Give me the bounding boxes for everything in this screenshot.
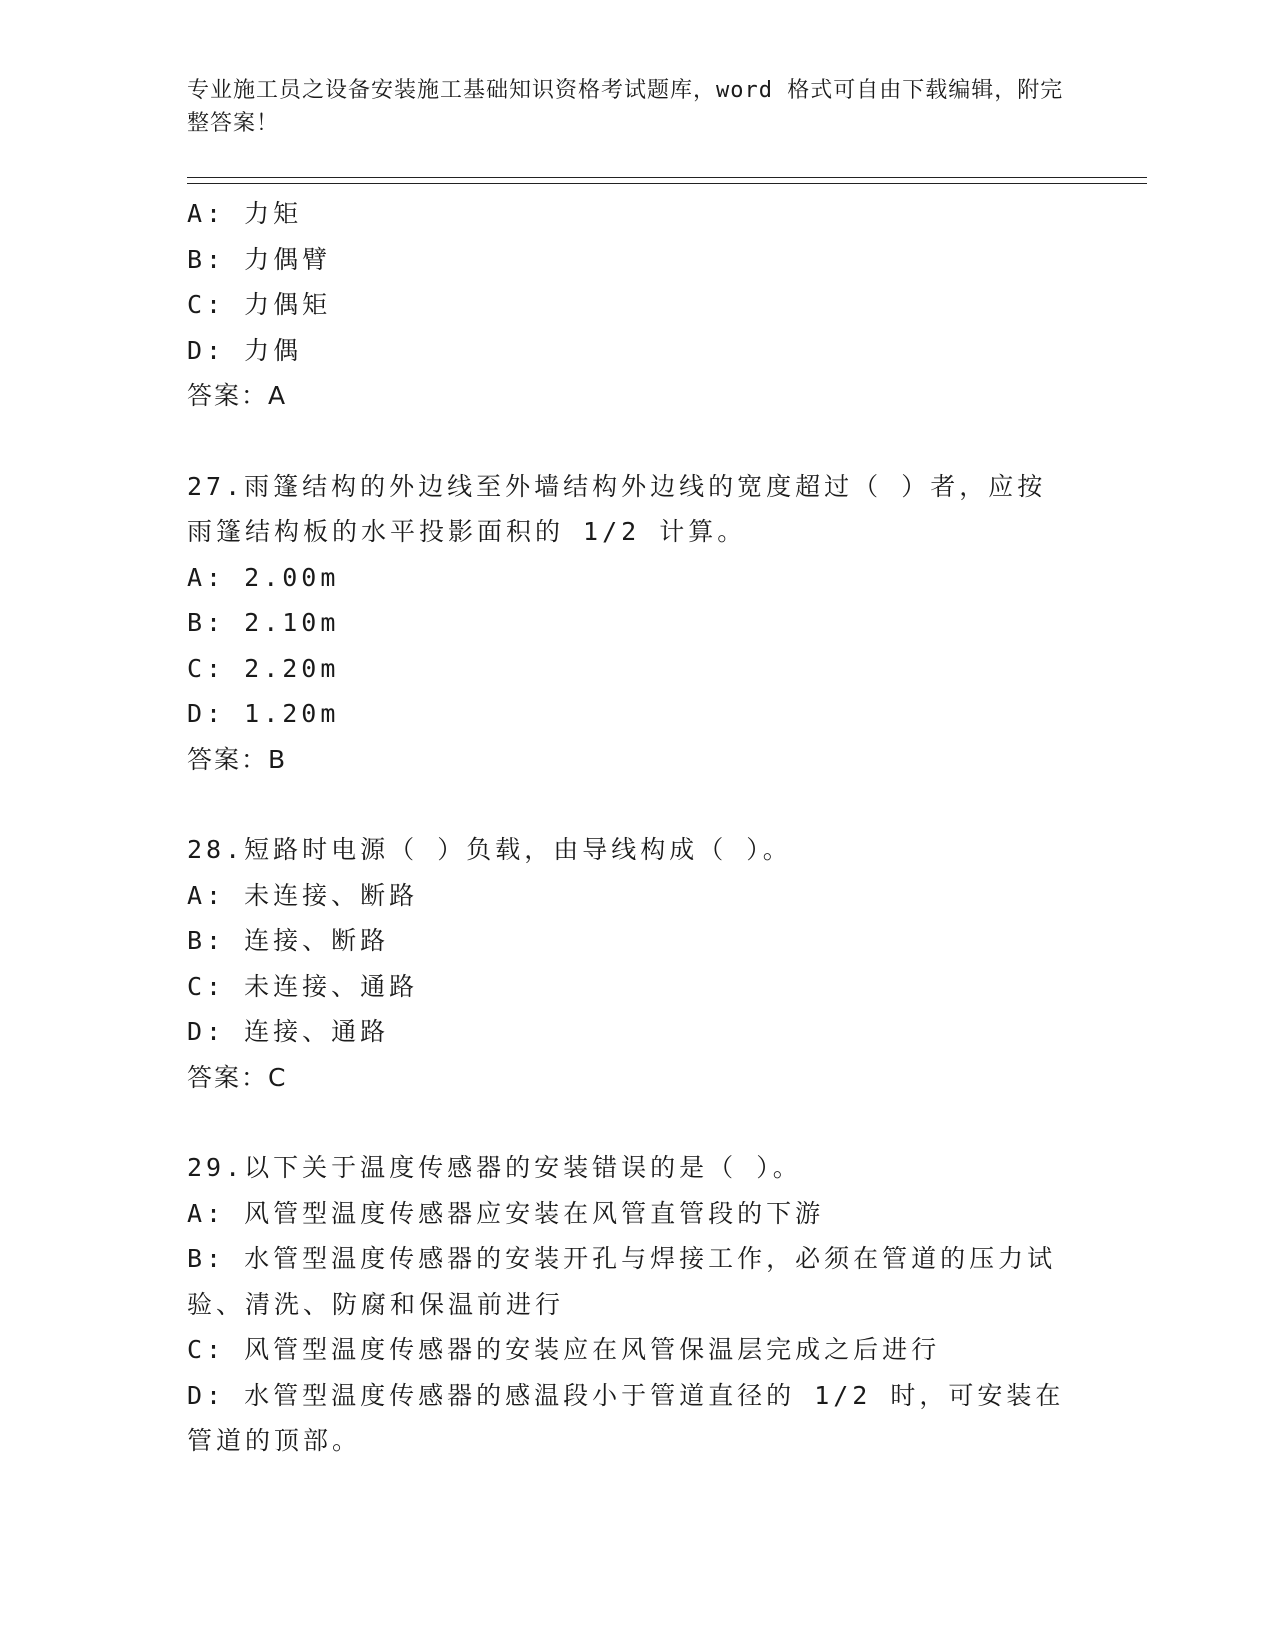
option-b: B: 2.10m xyxy=(187,608,340,637)
option-b: B: 水管型温度传感器的安装开孔与焊接工作，必须在管道的压力试验、清洗、防腐和保温前进行 xyxy=(187,1244,1057,1319)
header-divider-bottom xyxy=(187,183,1147,184)
option-d: D: 连接、通路 xyxy=(187,1017,390,1046)
question-29 xyxy=(187,1145,1067,1464)
question-text: 29.以下关于温度传感器的安装错误的是（ ）。 xyxy=(187,1153,802,1182)
question-text: 28.短路时电源（ ）负载，由导线构成（ ）。 xyxy=(187,835,792,864)
document-header-title: 专业施工员之设备安装施工基础知识资格考试题库，word 格式可自由下载编辑，附完整答案！ xyxy=(187,78,1064,136)
option-c: C: 未连接、通路 xyxy=(187,971,419,1001)
option-a: A: 2.00m xyxy=(187,562,340,592)
option-b: B: 力偶臂 xyxy=(187,244,332,274)
question-28 xyxy=(187,827,1067,1100)
option-c: C: 2.20m xyxy=(187,653,340,683)
option-d: D: 水管型温度传感器的感温段小于管道直径的 1/2 时，可安装在管道的顶部。 xyxy=(187,1380,1065,1455)
option-c: C: 风管型温度传感器的安装应在风管保温层完成之后进行 xyxy=(187,1335,941,1364)
answer-line: 答案：B xyxy=(187,744,288,774)
header-divider-top xyxy=(187,177,1147,178)
question-26-options xyxy=(187,191,1067,419)
option-a: A: 未连接、断路 xyxy=(187,880,419,910)
question-27 xyxy=(187,464,1067,783)
option-d: D: 1.20m xyxy=(187,699,340,728)
document-page xyxy=(187,0,1147,1650)
option-a: A: 风管型温度传感器应安装在风管直管段的下游 xyxy=(187,1198,825,1228)
option-b: B: 连接、断路 xyxy=(187,926,390,955)
answer-line: 答案：C xyxy=(187,1062,288,1092)
option-a: A: 力矩 xyxy=(187,199,303,228)
option-d: D: 力偶 xyxy=(187,335,303,365)
option-c: C: 力偶矩 xyxy=(187,290,332,319)
question-text: 27.雨篷结构的外边线至外墙结构外边线的宽度超过（ ）者，应按雨篷结构板的水平投影面积的 1/2 计算。 xyxy=(187,471,1047,546)
answer-line: 答案：A xyxy=(187,381,288,410)
question-list xyxy=(187,191,1067,1464)
